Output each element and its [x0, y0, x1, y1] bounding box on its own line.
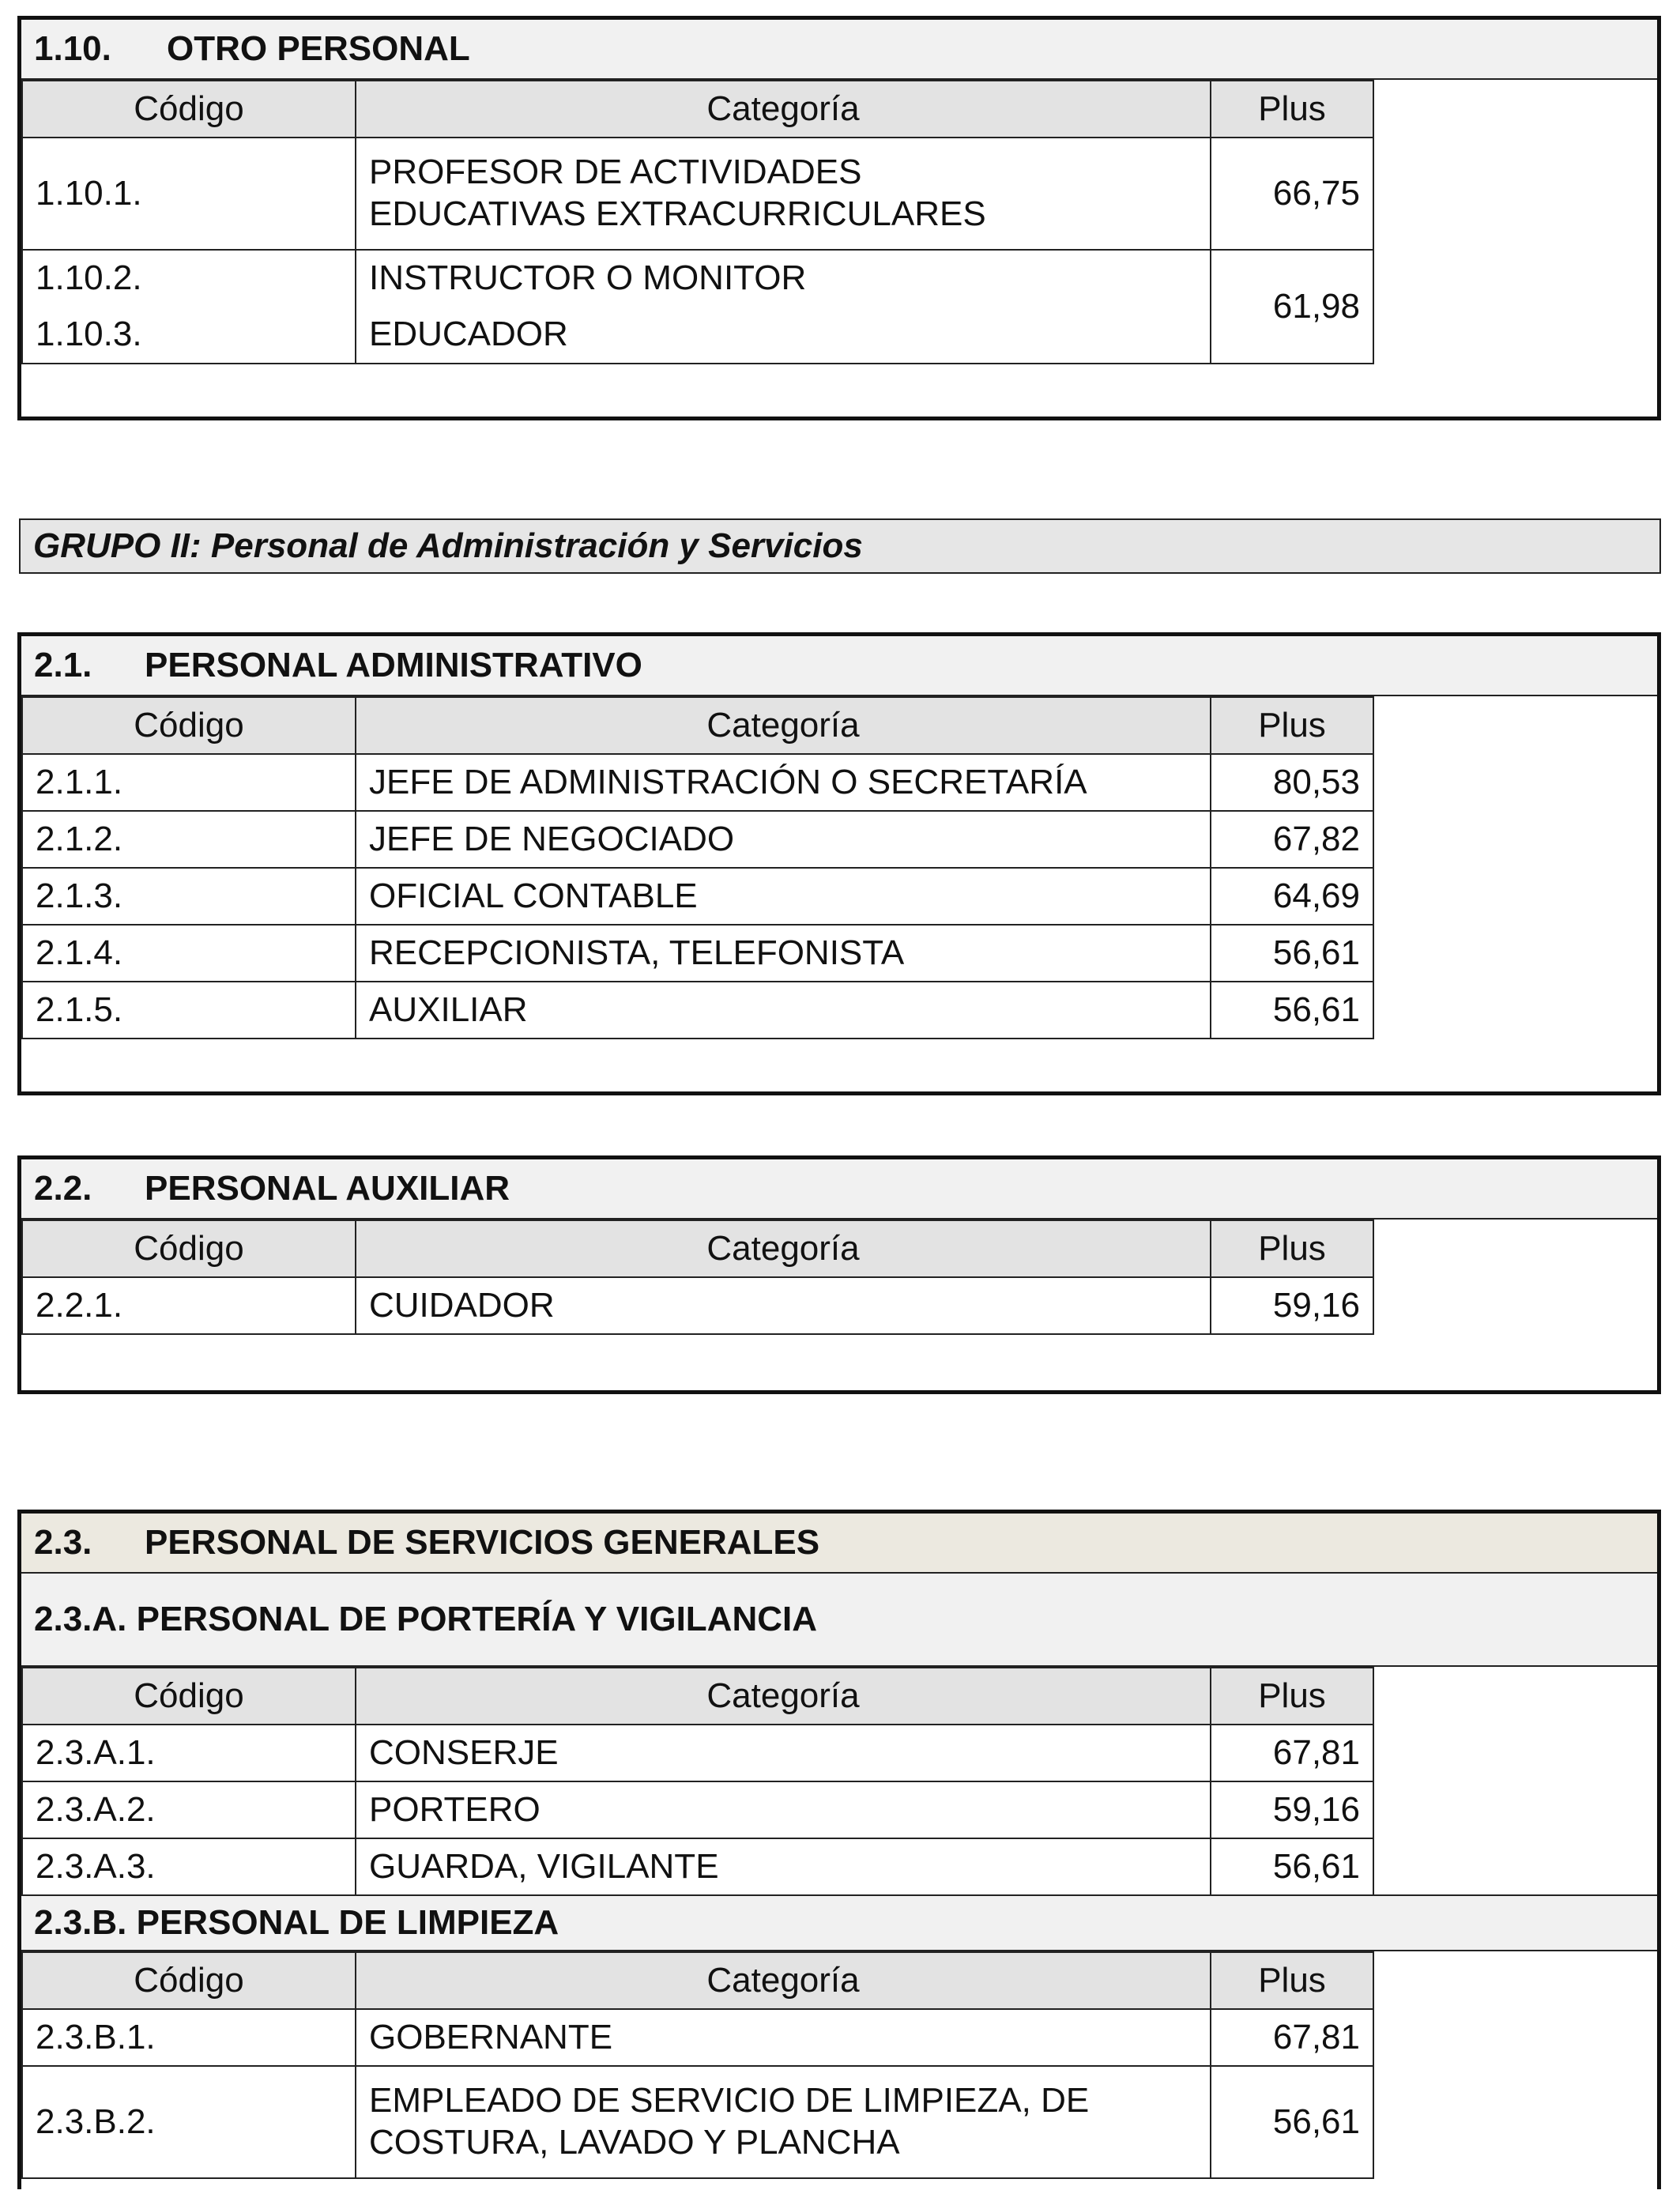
table-row [22, 1277, 1373, 1334]
header-categoria: Categoría [356, 1220, 1211, 1277]
row-code: 2.1.4. [22, 925, 356, 982]
row-code: 1.10.3. [22, 307, 356, 364]
row-plus: 64,69 [1211, 868, 1373, 925]
section-name: PERSONAL ADMINISTRATIVO [145, 646, 642, 684]
table-2-3-b [21, 1951, 1374, 2179]
table-row [22, 754, 1373, 811]
row-category: PORTERO [356, 1781, 1211, 1838]
row-plus: 66,75 [1211, 138, 1373, 250]
table-row [22, 982, 1373, 1039]
header-codigo: Código [22, 697, 356, 754]
table-header [22, 1668, 1373, 1725]
row-category: CUIDADOR [356, 1277, 1211, 1334]
section-title [21, 1159, 1657, 1220]
row-category [356, 138, 1211, 250]
table-header [22, 697, 1373, 754]
subsection-title-b: 2.3.B. PERSONAL DE LIMPIEZA [21, 1894, 1657, 1951]
row-plus: 67,81 [1211, 2009, 1373, 2066]
row-code: 2.3.B.1. [22, 2009, 356, 2066]
row-code: 2.1.5. [22, 982, 356, 1039]
table-row [22, 307, 1373, 364]
row-category: GUARDA, VIGILANTE [356, 1838, 1211, 1895]
row-category [356, 2066, 1211, 2178]
row-plus: 56,61 [1211, 925, 1373, 982]
row-category: AUXILIAR [356, 982, 1211, 1039]
section-name: PERSONAL AUXILIAR [145, 1169, 510, 1208]
row-plus: 59,16 [1211, 1277, 1373, 1334]
row-plus: 56,61 [1211, 982, 1373, 1039]
row-category: OFICIAL CONTABLE [356, 868, 1211, 925]
row-code: 2.1.1. [22, 754, 356, 811]
row-plus: 67,82 [1211, 811, 1373, 868]
section-number: 1.10. [34, 29, 111, 68]
row-plus: 67,81 [1211, 1725, 1373, 1781]
header-codigo: Código [22, 81, 356, 138]
header-categoria: Categoría [356, 1668, 1211, 1725]
table-row [22, 811, 1373, 868]
table-row [22, 1781, 1373, 1838]
row-category: GOBERNANTE [356, 2009, 1211, 2066]
section-number: 2.1. [34, 646, 92, 684]
table-row [22, 138, 1373, 250]
header-categoria: Categoría [356, 1952, 1211, 2009]
section-title [21, 20, 1657, 80]
table-row [22, 925, 1373, 982]
row-category: EDUCADOR [356, 307, 1211, 364]
table-2-1 [21, 696, 1374, 1039]
table-row [22, 868, 1373, 925]
section-number: 2.3. [34, 1523, 92, 1562]
header-plus: Plus [1211, 697, 1373, 754]
header-plus: Plus [1211, 81, 1373, 138]
row-code: 2.1.3. [22, 868, 356, 925]
header-categoria: Categoría [356, 81, 1211, 138]
category-line-2: COSTURA, LAVADO Y PLANCHA [369, 2123, 900, 2162]
table-2-3-a [21, 1667, 1374, 1896]
group-banner: GRUPO II: Personal de Administración y Servicios [19, 518, 1661, 574]
section-title [21, 636, 1657, 696]
row-category: RECEPCIONISTA, TELEFONISTA [356, 925, 1211, 982]
section-2-1 [17, 632, 1661, 1095]
category-line-1: PROFESOR DE ACTIVIDADES [369, 153, 862, 192]
section-1-10 [17, 16, 1661, 420]
row-category: INSTRUCTOR O MONITOR [356, 250, 1211, 307]
category-line-2: EDUCATIVAS EXTRACURRICULARES [369, 194, 986, 233]
header-codigo: Código [22, 1220, 356, 1277]
table-row [22, 250, 1373, 307]
row-code: 2.3.A.1. [22, 1725, 356, 1781]
table-2-2 [21, 1220, 1374, 1335]
section-2-2 [17, 1155, 1661, 1394]
row-plus: 56,61 [1211, 1838, 1373, 1895]
row-code: 2.1.2. [22, 811, 356, 868]
table-header [22, 81, 1373, 138]
table-header [22, 1952, 1373, 2009]
section-number: 2.2. [34, 1169, 92, 1208]
row-code: 1.10.1. [22, 138, 356, 250]
row-plus: 59,16 [1211, 1781, 1373, 1838]
row-code: 2.2.1. [22, 1277, 356, 1334]
category-line-1: EMPLEADO DE SERVICIO DE LIMPIEZA, DE [369, 2081, 1090, 2120]
row-code: 2.3.B.2. [22, 2066, 356, 2178]
row-category: JEFE DE ADMINISTRACIÓN O SECRETARÍA [356, 754, 1211, 811]
row-code: 2.3.A.2. [22, 1781, 356, 1838]
header-plus: Plus [1211, 1668, 1373, 1725]
table-row [22, 1838, 1373, 1895]
section-title [21, 1514, 1657, 1574]
table-row [22, 2009, 1373, 2066]
row-plus: 80,53 [1211, 754, 1373, 811]
row-plus: 56,61 [1211, 2066, 1373, 2178]
header-codigo: Código [22, 1952, 356, 2009]
row-category: JEFE DE NEGOCIADO [356, 811, 1211, 868]
table-header [22, 1220, 1373, 1277]
table-1-10 [21, 80, 1374, 364]
row-plus-merged: 61,98 [1211, 250, 1373, 364]
row-category: CONSERJE [356, 1725, 1211, 1781]
row-code: 1.10.2. [22, 250, 356, 307]
subsection-title-a: 2.3.A. PERSONAL DE PORTERÍA Y VIGILANCIA [21, 1574, 1657, 1667]
header-codigo: Código [22, 1668, 356, 1725]
header-categoria: Categoría [356, 697, 1211, 754]
row-code: 2.3.A.3. [22, 1838, 356, 1895]
table-row [22, 1725, 1373, 1781]
section-name: OTRO PERSONAL [167, 29, 470, 68]
section-2-3 [17, 1510, 1661, 2189]
header-plus: Plus [1211, 1220, 1373, 1277]
section-name: PERSONAL DE SERVICIOS GENERALES [145, 1523, 820, 1562]
header-plus: Plus [1211, 1952, 1373, 2009]
table-row [22, 2066, 1373, 2178]
